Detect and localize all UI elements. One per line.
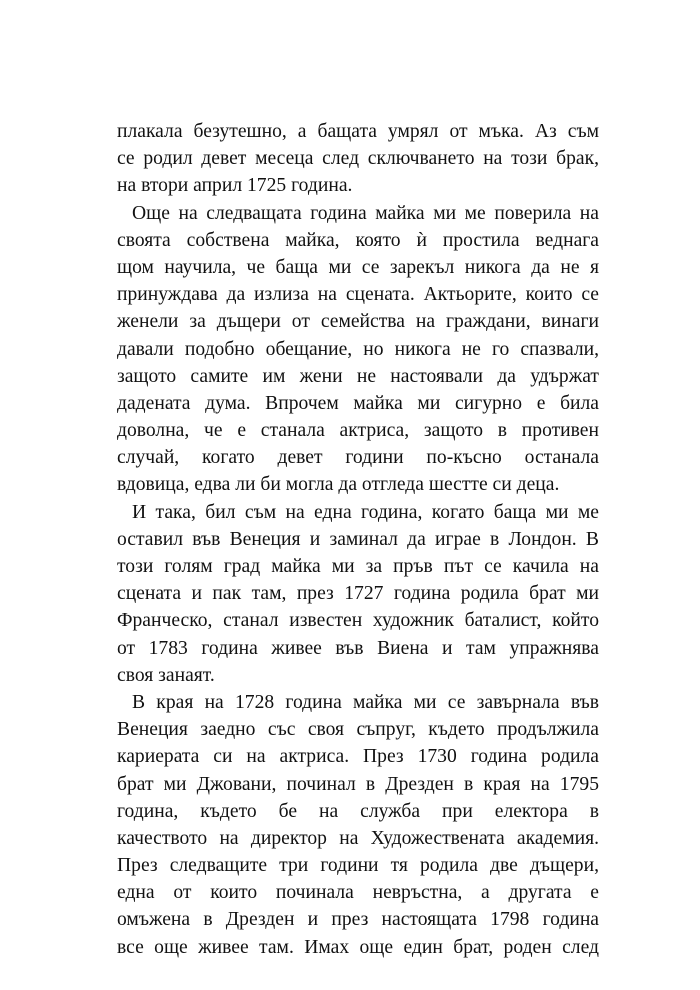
text-line: този голям град майка ми за пръв път се качила на	[117, 556, 599, 577]
text-line: оставил във Венеция и заминал да играе в Лондон. В	[117, 528, 599, 550]
text-line: вдовица, едва ли би могла да отгледа шестте си деца.	[117, 474, 560, 496]
text-line: дадената дума. Впрочем майка ми сигурно е била	[117, 392, 599, 414]
text-line: една от които починала невръстна, а другата е	[117, 882, 599, 904]
text-line: се родил девет месеца след сключването на този брак,	[117, 148, 599, 170]
text-line: сцената и пак там, през 1727 година родила брат ми	[117, 583, 599, 605]
text-line: давали подобно обещание, но никога не го спазвали,	[117, 338, 599, 360]
text-line: принуждава да излиза на сцената. Актьорите, които се	[117, 284, 599, 306]
paragraph-1	[117, 118, 599, 200]
text-line: своята собствена майка, която ѝ простила веднага	[117, 229, 599, 251]
text-line: все още живее там. Имах още един брат, роден след	[117, 936, 599, 958]
text-line: година, където бе на служба при електора в	[117, 800, 599, 822]
text-line: брат ми Джовани, починал в Дрезден в края на 1795	[117, 773, 599, 795]
text-line: плакала безутешно, а бащата умрял от мъка. Аз съм	[117, 121, 599, 142]
text-line: доволна, че е станала актриса, защото в противен	[117, 420, 599, 442]
text-line: своя занаят.	[117, 664, 215, 686]
text-line: от 1783 година живее във Виена и там упражнява	[117, 637, 599, 659]
text-line: женели за дъщери от семейства на граждани, винаги	[117, 311, 599, 333]
text-line: качеството на директор на Художествената академия.	[117, 827, 599, 849]
text-line: Още на следващата година майка ми ме поверила на	[132, 202, 599, 224]
paragraph-2	[117, 200, 599, 499]
text-line: И така, бил съм на една година, когато баща ми ме	[132, 501, 599, 523]
text-line: случай, когато девет години по-късно останала	[117, 447, 599, 469]
text-line: Франческо, станал известен художник баталист, който	[117, 610, 599, 632]
text-line: омъжена в Дрезден и през настоящата 1798 година	[117, 909, 599, 931]
text-line: Венеция заедно със своя съпруг, където продължила	[117, 719, 599, 741]
page-body-text	[117, 118, 599, 961]
text-line: В края на 1728 година майка ми се завърнала във	[132, 691, 599, 713]
text-line: щом научила, че баща ми се зарекъл никога да не я	[117, 256, 599, 278]
paragraph-4	[117, 689, 599, 961]
text-line: кариерата си на актриса. През 1730 година родила	[117, 746, 599, 768]
text-line: През следващите три години тя родила две дъщери,	[117, 855, 599, 877]
text-line: защото самите им жени не настоявали да удържат	[117, 365, 599, 387]
paragraph-3	[117, 499, 599, 689]
text-line: на втори април 1725 година.	[117, 175, 353, 197]
